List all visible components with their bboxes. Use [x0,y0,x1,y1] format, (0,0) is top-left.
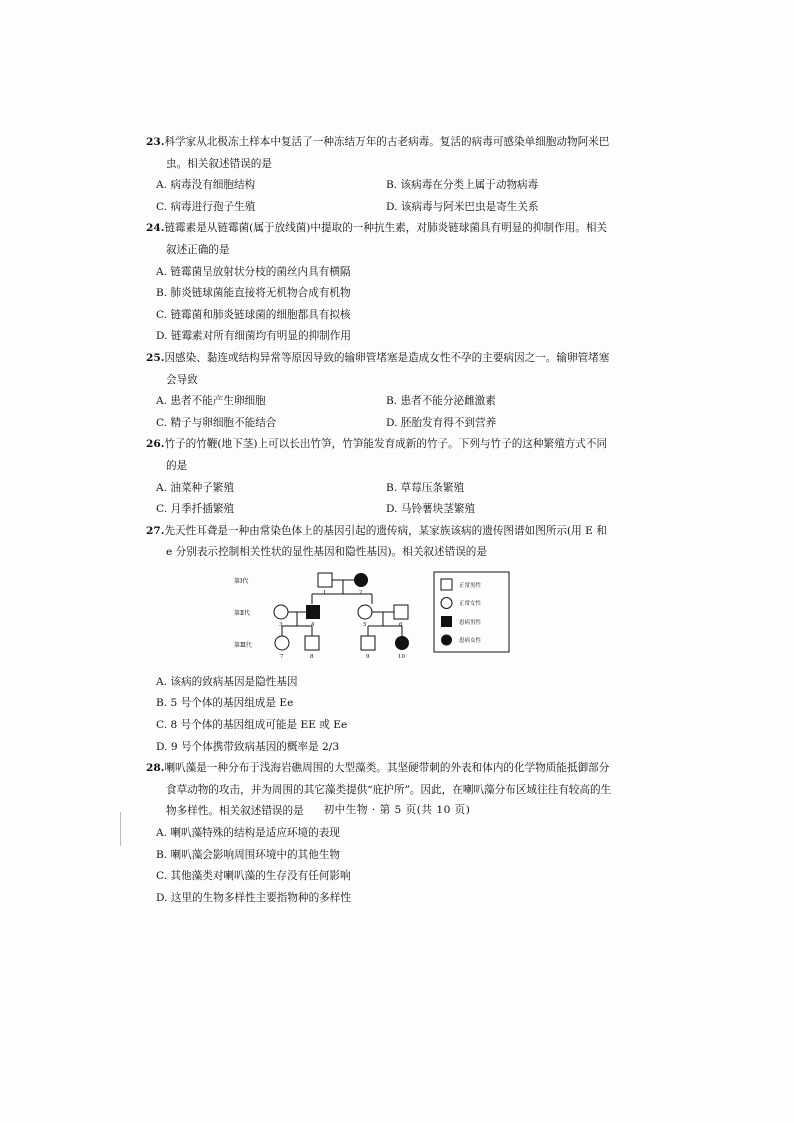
scan-edge-line [120,812,121,846]
gen-label-3: 第Ⅲ代 [234,641,252,649]
pedigree-diagram [146,570,616,668]
options [146,391,616,434]
options [146,175,616,218]
options [146,823,616,909]
question-stem [146,132,616,175]
page-footer: 初中生物 · 第 5 页(共 10 页) [323,804,471,816]
individual-number: 5 [363,621,367,628]
question-number: 28. [146,762,165,775]
pedigree-legend [434,572,509,652]
individual-number: 2 [359,589,363,596]
individual-4-affected-male [306,605,320,619]
question-number: 24. [146,222,165,235]
legend-normal-female-symbol [441,597,452,608]
legend-label: 正常女性 [459,600,482,607]
question-stem [146,348,616,391]
question-stem [146,521,616,564]
option-c: C. 月季扦插繁殖 [156,503,235,516]
question-number: 26. [146,438,165,451]
option-a: A. 该病的致病基因是隐性基因 [156,675,298,688]
option-c: C. 链霉菌和肺炎链球菌的细胞都具有拟核 [156,308,351,321]
individual-number: 7 [280,653,284,660]
question-number: 27. [146,524,165,537]
option-b: B. 草莓压条繁殖 [386,481,465,494]
legend-label: 患病男性 [459,619,482,626]
individual-6-normal-male [394,605,408,619]
option-b: B. 喇叭藻会影响周围环境中的其他生物 [156,848,341,861]
question-24 [146,218,616,348]
option-d: D. 胚胎发育得不到营养 [386,416,497,429]
question-27 [146,521,616,759]
option-c: C. 精子与卵细胞不能结合 [156,416,277,429]
option-b: B. 患者不能分泌雌激素 [386,395,496,408]
question-23 [146,132,616,218]
option-b: B. 该病毒在分类上属于动物病毒 [386,179,539,192]
question-text: 先天性耳聋是一种由常染色体上的基因引起的遗传病，某家族该病的遗传图谱如图所示(用 E 和 e 分别表示控制相关性状的显性基因和隐性基因)。相关叙述错误的是 [164,524,607,559]
question-text: 科学家从北极冻土样本中复活了一种冻结万年的古老病毒。复活的病毒可感染单细胞动物阿米巴虫。相关叙述错误的是 [164,136,610,170]
individual-number: 3 [279,621,283,628]
option-a: A. 油菜种子繁殖 [156,481,234,494]
question-text: 喇叭藻是一种分布于浅海岩礁周围的大型藻类。其坚硬带刺的外表和体内的化学物质能抵御部分食草动物的攻击，并为周围的其它藻类提供“庇护所”。因此，在喇叭藻分布区域往往有较高的生物多样性。相关叙述错误的是 [164,762,612,818]
legend-affected-male-symbol [441,616,452,627]
individual-number: 4 [311,621,315,628]
individual-number: 1 [323,589,327,596]
individual-9-normal-male [361,636,375,650]
options [146,672,616,758]
option-a: A. 病毒没有细胞结构 [156,179,256,192]
individual-2-affected-female [354,573,368,587]
options [146,478,616,521]
question-25 [146,348,616,434]
option-d: D. 这里的生物多样性主要指物种的多样性 [156,891,351,904]
gen-label-1: 第Ⅰ代 [234,577,249,585]
individual-number: 9 [366,653,370,660]
individual-number: 10 [398,653,405,660]
individual-3-normal-female [274,605,288,619]
question-28 [146,758,616,909]
option-d: D. 链霉素对所有细菌均有明显的抑制作用 [156,330,351,343]
question-text: 因感染、黏连或结构异常等原因导致的输卵管堵塞是造成女性不孕的主要病因之一。输卵管堵塞会导致 [164,351,610,386]
individual-10-affected-female [395,636,409,650]
legend-normal-male-symbol [441,579,452,590]
pedigree-figure [146,570,616,668]
option-a: A. 患者不能产生卵细胞 [156,395,266,408]
individual-number: 6 [399,621,403,628]
individual-number: 8 [310,653,314,660]
individual-1-normal-male [318,573,332,587]
individual-5-normal-female [358,605,372,619]
option-b: B. 肺炎链球菌能直接将无机物合成有机物 [156,287,351,300]
question-number: 23. [146,136,165,148]
individual-8-normal-male [305,636,319,650]
question-stem [146,434,616,477]
question-stem [146,218,616,261]
gen-label-2: 第Ⅱ代 [234,609,251,617]
option-c: C. 病毒进行孢子生殖 [156,200,256,213]
questions-area [146,132,616,909]
question-26 [146,434,616,520]
question-text: 链霉素是从链霉菌(属于放线菌)中提取的一种抗生素，对肺炎链球菌具有明显的抑制作用。相关叙述正确的是 [164,222,608,256]
option-b: B. 5 号个体的基因组成是 Ee [156,697,294,710]
option-c: C. 其他藻类对喇叭藻的生存没有任何影响 [156,870,351,883]
option-a: A. 喇叭藻特殊的结构是适应环境的表现 [156,827,340,840]
question-text: 竹子的竹鞭(地下茎)上可以长出竹笋，竹笋能发育成新的竹子。下列与竹子的这种繁殖方式不同的是 [164,438,608,472]
individual-7-normal-female [275,636,289,650]
options [146,262,616,348]
option-d: D. 该病毒与阿米巴虫是寄生关系 [386,200,539,213]
option-d: D. 9 号个体携带致病基因的概率是 2/3 [156,740,340,753]
legend-label: 正常男性 [459,582,482,589]
option-d: D. 马铃薯块茎繁殖 [386,503,476,516]
legend-affected-female-symbol [441,634,452,645]
legend-label: 患病女性 [459,637,482,644]
question-number: 25. [146,351,165,364]
option-a: A. 链霉菌呈放射状分枝的菌丝内具有横隔 [156,265,351,278]
option-c: C. 8 号个体的基因组成可能是 EE 或 Ee [156,719,348,732]
